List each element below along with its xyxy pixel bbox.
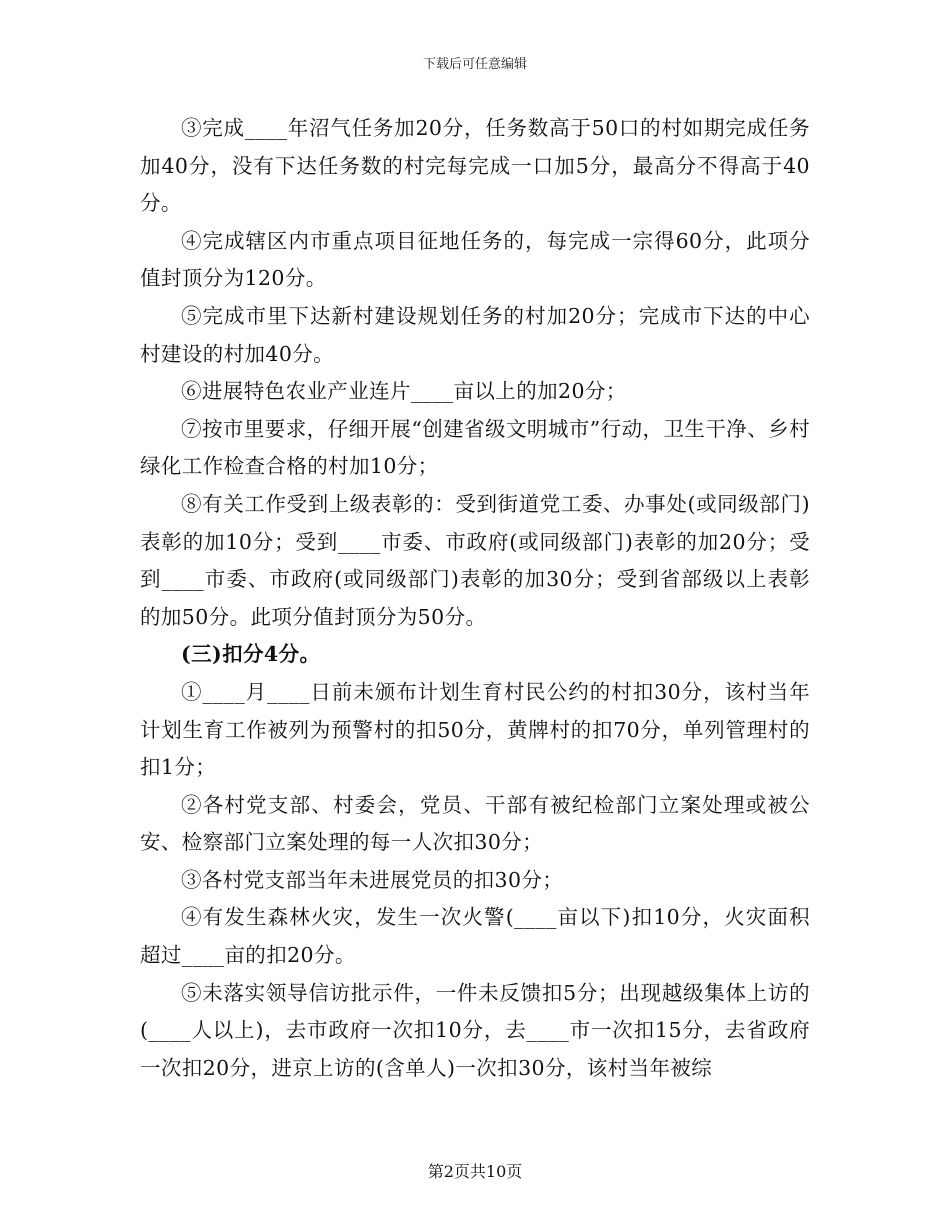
paragraph-item-3: ③完成____年沼气任务加20分，任务数高于50口的村如期完成任务加40分，没有下达任务数的村完每完成一口加5分，最高分不得高于40分。 — [140, 116, 810, 216]
deduction-item-4: ④有发生森林火灾，发生一次火警(____亩以下)扣10分，火灾面积超过____亩的扣20分。 — [140, 905, 810, 968]
paragraph-item-4: ④完成辖区内市重点项目征地任务的，每完成一宗得60分，此项分值封顶分为120分。 — [140, 228, 810, 291]
deduction-item-5: ⑤未落实领导信访批示件，一件未反馈扣5分；出现越级集体上访的(____人以上)，去市政府一次扣10分，去____市一次扣15分，去省政府一次扣20分，进京上访的(含单人)一次扣30分，该村当年被综 — [140, 980, 810, 1080]
document-body — [140, 110, 810, 1087]
page-header: 下载后可任意编辑 — [422, 57, 527, 72]
section-heading-deductions: (三)扣分4分。 — [181, 642, 321, 667]
deduction-item-3: ③各村党支部当年未进展党员的扣30分； — [181, 867, 564, 892]
paragraph-item-7: ⑦按市里要求，仔细开展“创建省级文明城市”行动，卫生干净、乡村绿化工作检查合格的村加10分； — [140, 416, 810, 479]
deduction-item-1: ①____月____日前未颁布计划生育村民公约的村扣30分，该村当年计划生育工作被列为预警村的扣50分，黄牌村的扣70分，单列管理村的扣1分； — [140, 679, 810, 780]
paragraph-item-6: ⑥进展特色农业产业连片____亩以上的加20分； — [181, 379, 627, 404]
paragraph-item-8: ⑧有关工作受到上级表彰的：受到街道党工委、办事处(或同级部门)表彰的加10分；受到____市委、市政府(或同级部门)表彰的加20分；受到____市委、市政府(或同级部门)表彰的加30分；受到省部级以上表彰的加50分。此项分值封顶分为50分。 — [140, 491, 810, 629]
deduction-item-2: ②各村党支部、村委会，党员、干部有被纪检部门立案处理或被公安、检察部门立案处理的每一人次扣30分； — [140, 792, 810, 855]
page-number: 第2页共10页 — [427, 1162, 523, 1181]
paragraph-item-5: ⑤完成市里下达新村建设规划任务的村加20分；完成市下达的中心村建设的村加40分。 — [140, 303, 810, 366]
